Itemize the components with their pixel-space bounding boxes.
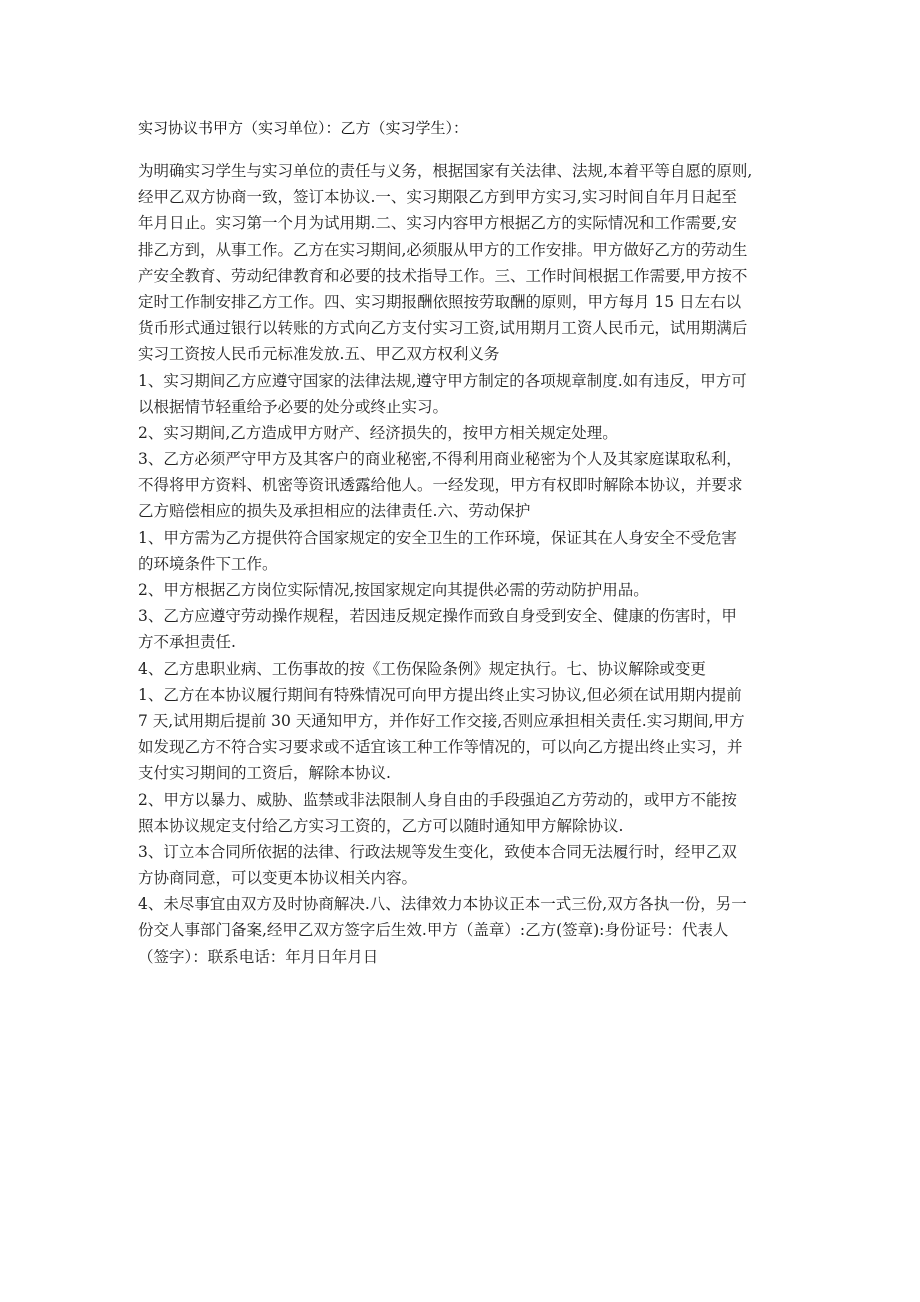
body-line: 4、未尽事宜由双方及时协商解决.八、法律效力本协议正本一式三份,双方各执一份，另一 <box>138 895 747 914</box>
body-line: 照本协议规定支付给乙方实习工资的，乙方可以随时通知甲方解除协议. <box>138 816 624 835</box>
body-line: 方不承担责任. <box>138 633 236 652</box>
body-line: 如发现乙方不符合实习要求或不适宜该工种工作等情况的，可以向乙方提出终止实习，并 <box>138 738 743 757</box>
body-line: 为明确实习学生与实习单位的责任与义务，根据国家有关法律、法规,本着平等自愿的原则, <box>138 162 753 180</box>
body-line: 2、甲方以暴力、威胁、监禁或非法限制人身自由的手段强迫乙方劳动的，或甲方不能按 <box>138 790 737 809</box>
body-line: 2、甲方根据乙方岗位实际情况,按国家规定向其提供必需的劳动防护用品。 <box>138 581 649 599</box>
body-line: 不得将甲方资料、机密等资讯透露给他人。一经发现，甲方有权即时解除本协议，并要求 <box>138 476 743 495</box>
body-line: 乙方赔偿相应的损失及承担相应的法律责任.六、劳动保护 <box>138 502 531 521</box>
body-line: 货币形式通过银行以转账的方式向乙方支付实习工资,试用期月工资人民币元，试用期满后 <box>138 319 748 338</box>
body-line: 产安全教育、劳动纪律教育和必要的技术指导工作。三、工作时间根据工作需要,甲方按不 <box>138 266 748 285</box>
body-line: 1、甲方需为乙方提供符合国家规定的安全卫生的工作环境，保证其在人身安全不受危害 <box>138 528 737 547</box>
body-line: 方协商同意，可以变更本协议相关内容。 <box>138 869 418 888</box>
body-line: 以根据情节轻重给予必要的处分或终止实习。 <box>138 397 449 416</box>
body-line: （签字）：联系电话：年月日年月日 <box>138 947 379 966</box>
body-line: 的环境条件下工作。 <box>138 554 278 573</box>
body-line: 排乙方到，从事工作。乙方在实习期间,必须服从甲方的工作安排。甲方做好乙方的劳动生 <box>138 240 748 259</box>
body-line: 份交人事部门备案,经甲乙双方签字后生效.甲方（盖章）:乙方(签章):身份证号：代表人 <box>138 921 729 940</box>
body-line: 实习工资按人民币元标准发放.五、甲乙双方权利义务 <box>138 345 500 364</box>
body-line: 定时工作制安排乙方工作。四、实习期报酬依照按劳取酬的原则，甲方每月 15 日左右以 <box>138 292 742 311</box>
body-line: 3、乙方应遵守劳动操作规程，若因违反规定操作而致自身受到安全、健康的伤害时，甲 <box>138 607 737 626</box>
body-line: 2、实习期间,乙方造成甲方财产、经济损失的，按甲方相关规定处理。 <box>138 423 618 442</box>
body-line: 7 天,试用期后提前 30 天通知甲方，并作好工作交接,否则应承担相关责任.实习期间,甲方 <box>138 711 745 730</box>
body-line: 3、乙方必须严守甲方及其客户的商业秘密,不得利用商业秘密为个人及其家庭谋取私利， <box>138 450 742 469</box>
body-line: 3、订立本合同所依据的法律、行政法规等发生变化，致使本合同无法履行时，经甲乙双 <box>138 842 737 861</box>
body-line: 年月日止。实习第一个月为试用期.二、实习内容甲方根据乙方的实际情况和工作需要,安 <box>138 214 737 233</box>
body-line: 1、实习期间乙方应遵守国家的法律法规,遵守甲方制定的各项规章制度.如有违反，甲方可 <box>138 371 747 390</box>
body-line: 经甲乙双方协商一致，签订本协议.一、实习期限乙方到甲方实习,实习时间自年月日起至 <box>138 188 737 207</box>
body-line: 支付实习期间的工资后，解除本协议. <box>138 764 391 783</box>
document-title: 实习协议书甲方（实习单位）：乙方（实习学生）： <box>138 119 469 137</box>
body-line: 1、乙方在本协议履行期间有特殊情况可向甲方提出终止实习协议,但必须在试用期内提前 <box>138 685 742 704</box>
document-body <box>138 158 788 970</box>
body-line: 4、乙方患职业病、工伤事故的按《工伤保险条例》规定执行。七、协议解除或变更 <box>138 659 706 678</box>
